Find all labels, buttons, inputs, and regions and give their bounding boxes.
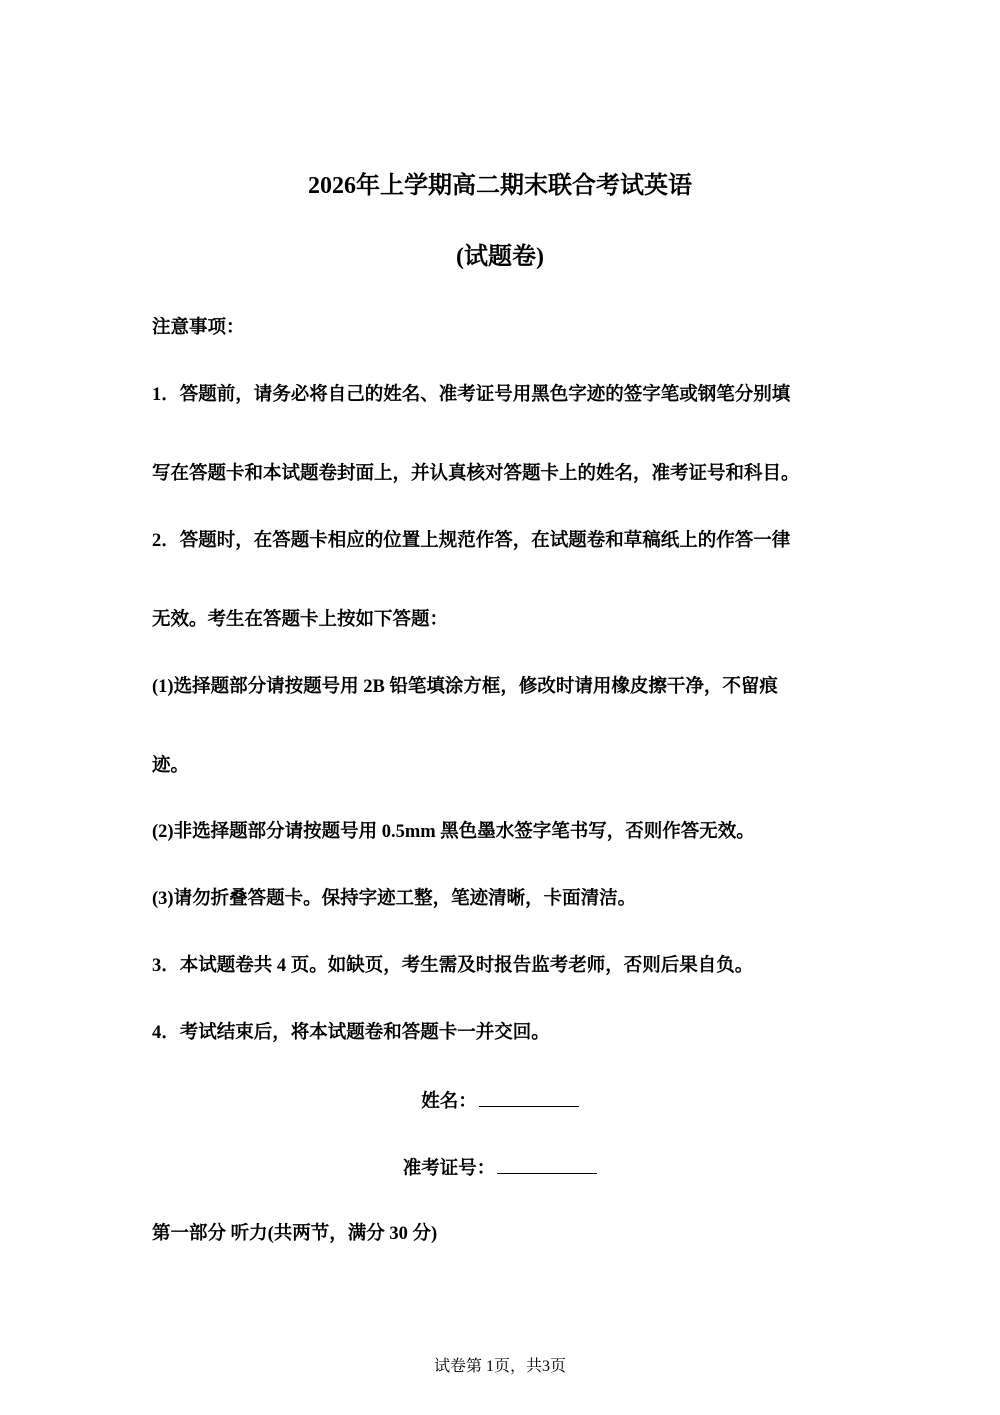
exam-id-label: 准考证号： — [402, 1159, 496, 1179]
notice-line-9: 3．本试题卷共 4 页。如缺页，考生需及时报告监考老师，否则后果自负。 — [152, 956, 754, 976]
notice-line-10: 4．考试结束后，将本试题卷和答题卡一并交回。 — [152, 1023, 550, 1043]
name-label: 姓名： — [421, 1092, 477, 1112]
notice-line-5: (1)选择题部分请按题号用 2B 铅笔填涂方框，修改时请用橡皮擦干净，不留痕 — [152, 677, 778, 697]
exam-id-field — [0, 1155, 1000, 1181]
notice-line-8: (3)请勿折叠答题卡。保持字迹工整，笔迹清晰，卡面清洁。 — [152, 889, 637, 909]
name-blank — [479, 1088, 579, 1107]
notice-heading: 注意事项： — [152, 318, 245, 338]
page-footer: 试卷第 1页，共3页 — [433, 1358, 566, 1375]
exam-subtitle: (试题卷) — [456, 244, 544, 270]
exam-id-blank — [497, 1155, 597, 1174]
exam-title: 2026年上学期高二期末联合考试英语 — [308, 173, 692, 199]
notice-line-3: 2．答题时，在答题卡相应的位置上规范作答，在试题卷和草稿纸上的作答一律 — [152, 531, 791, 551]
notice-line-6: 迹。 — [152, 756, 190, 776]
notice-line-1: 1．答题前，请务必将自己的姓名、准考证号用黑色字迹的签字笔或钢笔分别填 — [152, 385, 791, 405]
notice-line-4: 无效。考生在答题卡上按如下答题： — [152, 610, 449, 630]
notice-line-2: 写在答题卡和本试题卷封面上，并认真核对答题卡上的姓名，准考证号和科目。 — [152, 464, 800, 484]
section-heading: 第一部分 听力(共两节，满分 30 分) — [152, 1224, 438, 1244]
name-field — [0, 1088, 1000, 1114]
notice-line-7: (2)非选择题部分请按题号用 0.5mm 黑色墨水签字笔书写，否则作答无效。 — [152, 822, 755, 842]
